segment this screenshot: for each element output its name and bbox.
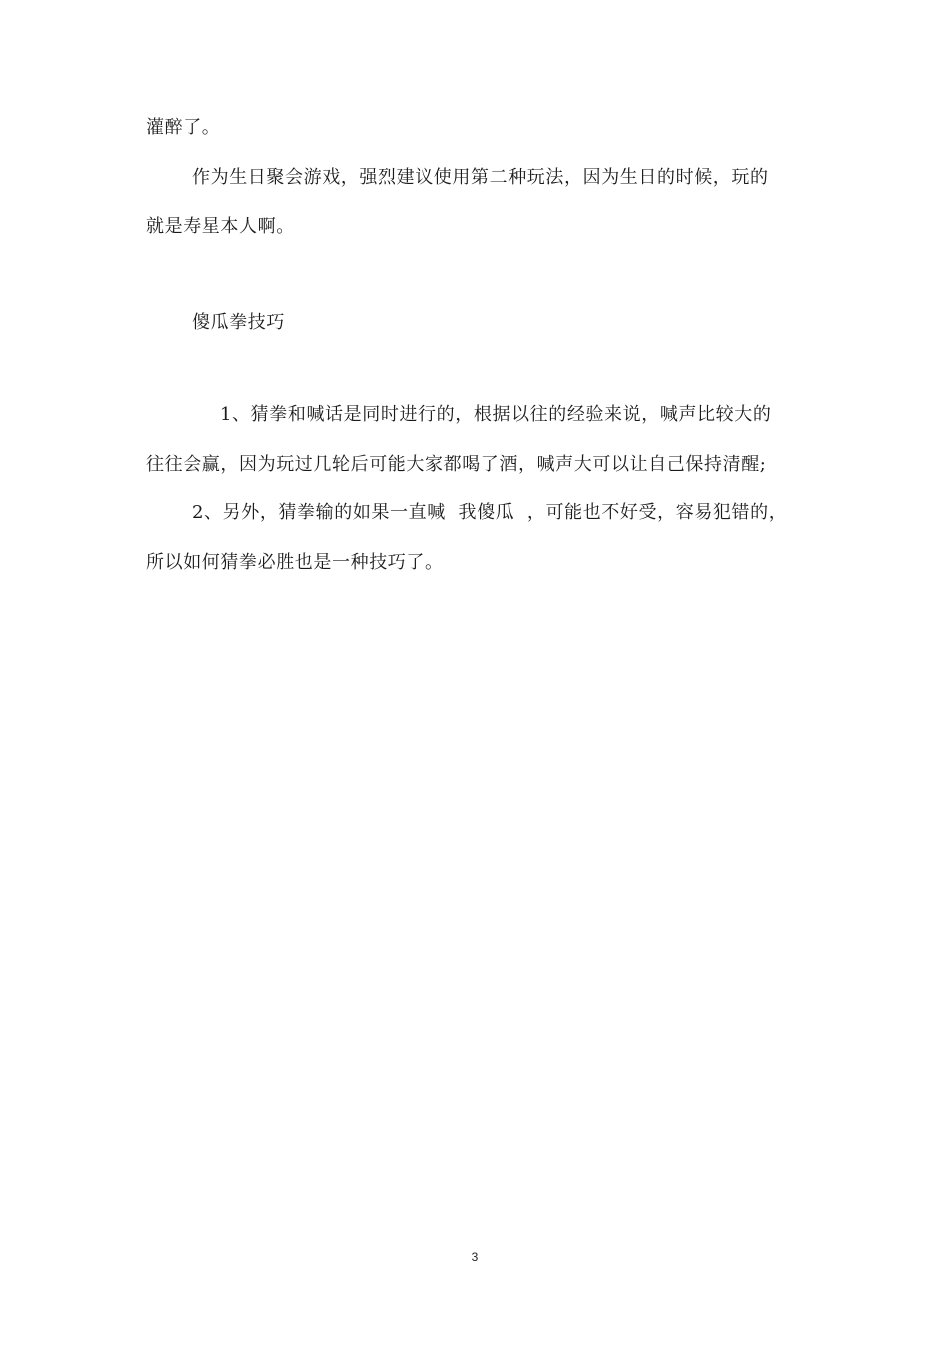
paragraph-line: 所以如何猜拳必胜也是一种技巧了。	[146, 552, 444, 573]
paragraph-line: 就是寿星本人啊。	[146, 216, 295, 237]
section-heading: 傻瓜拳技巧	[192, 312, 285, 333]
page-number: 3	[471, 1250, 479, 1264]
paragraph-line: 2、另外，猜拳输的如果一直喊 我傻瓜 ，可能也不好受，容易犯错的，	[192, 502, 788, 523]
paragraph-line: 往往会赢，因为玩过几轮后可能大家都喝了酒，喊声大可以让自己保持清醒;	[146, 454, 767, 475]
paragraph-line: 作为生日聚会游戏，强烈建议使用第二种玩法，因为生日的时候，玩的	[192, 167, 769, 188]
paragraph-line: 灌醉了。	[146, 117, 221, 138]
paragraph-line: 1、猜拳和喊话是同时进行的，根据以往的经验来说，喊声比较大的	[220, 404, 772, 425]
